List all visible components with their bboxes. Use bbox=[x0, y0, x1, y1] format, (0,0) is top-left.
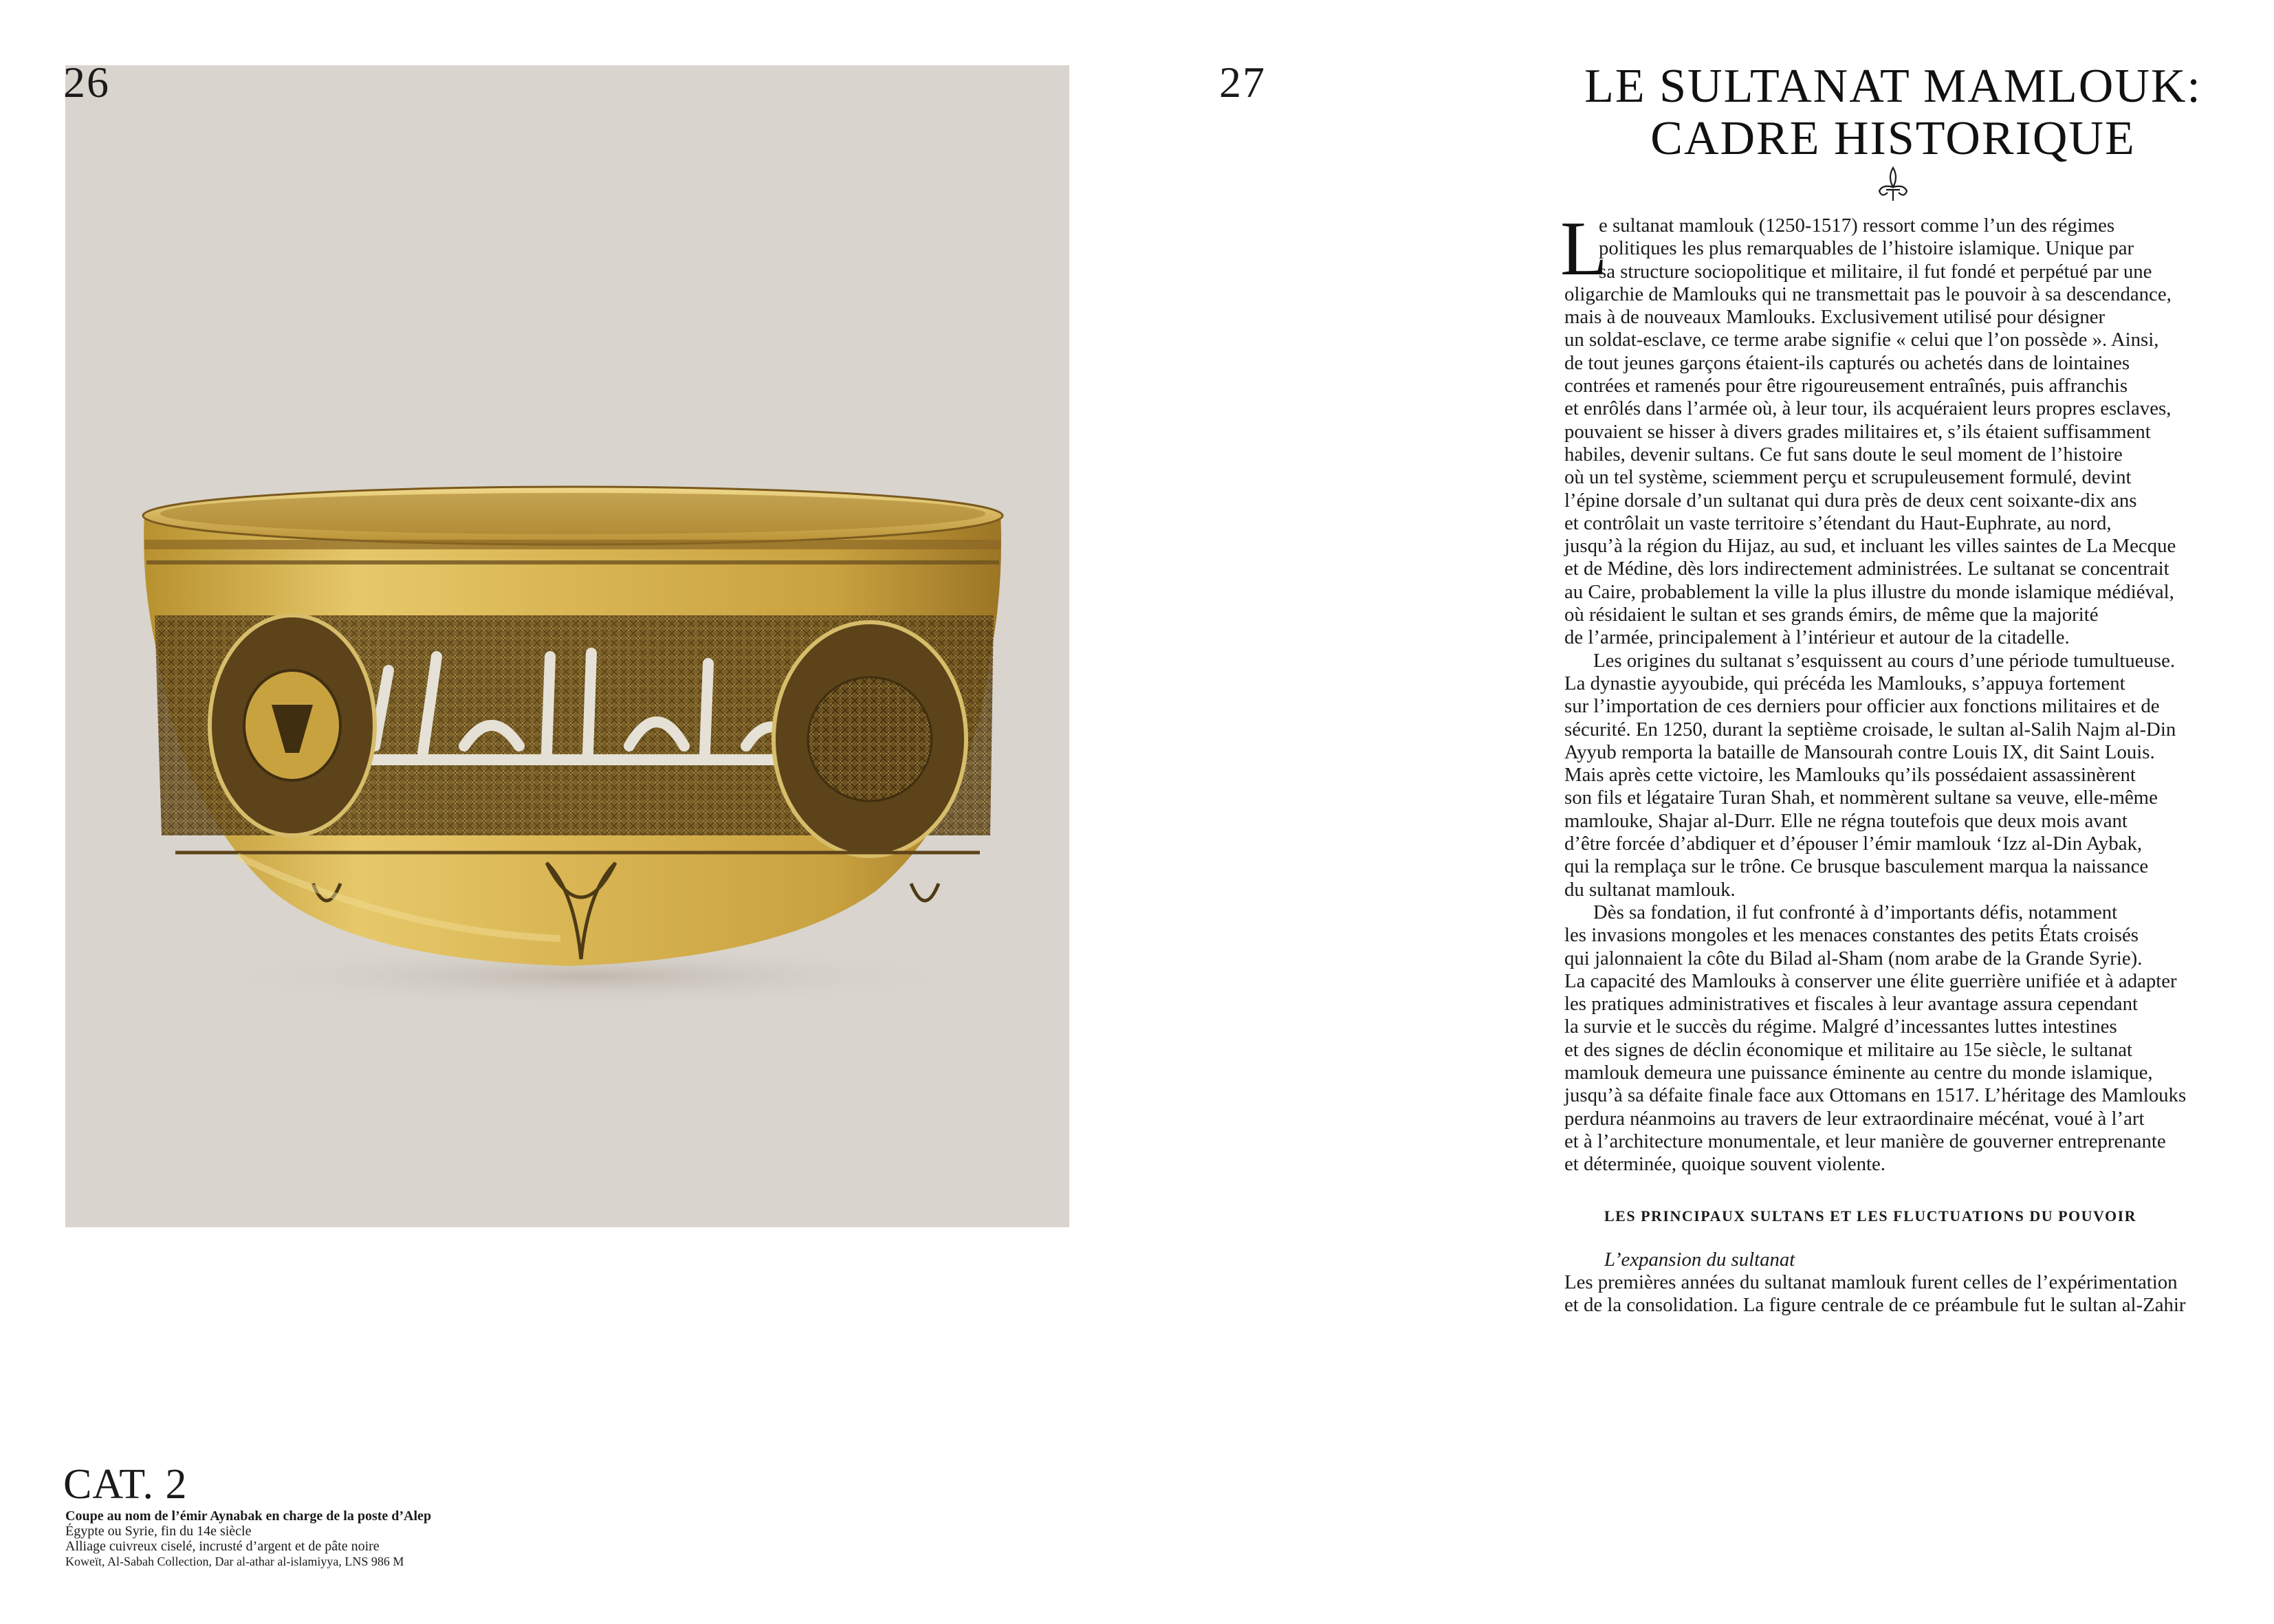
fleur-de-lis-icon bbox=[1872, 164, 1914, 205]
tail-paragraph bbox=[1564, 1271, 2252, 1317]
text-line: un soldat-esclave, ce terme arabe signifie « celui que l’on possède ». Ainsi, bbox=[1564, 329, 2159, 351]
text-line: mamlouke, Shajar al-Durr. Elle ne régna toutefois que deux mois avant bbox=[1564, 809, 2128, 832]
chapter-title-line2: CADRE HISTORIQUE bbox=[1650, 112, 2136, 165]
text-line: e sultanat mamlouk (1250-1517) ressort comme l’un des régimes bbox=[1599, 215, 2115, 237]
text-line: l’épine dorsale d’un sultanat qui dura près de deux cent soixante-dix ans bbox=[1564, 489, 2137, 512]
text-line: les invasions mongoles et les menaces constantes des petits États croisés bbox=[1564, 924, 2139, 947]
text-line: Ayyub remporta la bataille de Mansourah contre Louis IX, dit Saint Louis. bbox=[1564, 740, 2155, 763]
text-line: les pratiques administratives et fiscales à leur avantage assura cependant bbox=[1564, 993, 2138, 1016]
text-line: et déterminée, quoique souvent violente. bbox=[1564, 1153, 1886, 1176]
text-line: au Caire, probablement la ville la plus illustre du monde islamique médiéval, bbox=[1564, 580, 2174, 603]
text-line: son fils et légataire Turan Shah, et nommèrent sultane sa veuve, elle-même bbox=[1564, 787, 2158, 809]
text-line: politiques les plus remarquables de l’histoire islamique. Unique par bbox=[1599, 237, 2134, 260]
right-page bbox=[1137, 0, 2273, 1624]
text-line: Mais après cette victoire, les Mamlouks qu’ils possédaient assassinèrent bbox=[1564, 764, 2136, 787]
text-line: oligarchie de Mamlouks qui ne transmettait pas le pouvoir à sa descendance, bbox=[1564, 283, 2172, 305]
body-text bbox=[1560, 206, 2274, 1176]
subheading: L’expansion du sultanat bbox=[1604, 1249, 1795, 1271]
text-line: pouvaient se hisser à divers grades militaires et, s’ils étaient suffisamment bbox=[1564, 420, 2151, 443]
text-line: contrées et ramenés pour être rigoureusement entraînés, puis affranchis bbox=[1564, 375, 2128, 397]
text-line: mais à de nouveaux Mamlouks. Exclusivement utilisé pour désigner bbox=[1564, 306, 2106, 329]
text-line: sur l’importation de ces derniers pour officier aux fonctions militaires et de bbox=[1564, 695, 2160, 718]
text-line: habiles, devenir sultans. Ce fut sans doute le seul moment de l’histoire bbox=[1564, 443, 2123, 465]
text-line: où résidaient le sultan et ses grands émirs, de même que la majorité bbox=[1564, 604, 2099, 626]
text-line: jusqu’à la région du Hijaz, au sud, et incluant les villes saintes de La Mecque bbox=[1564, 535, 2176, 558]
text-line: et de Médine, dès lors indirectement administrées. Le sultanat se concentrait bbox=[1564, 558, 2169, 580]
text-line: et de la consolidation. La figure centrale de ce préambule fut le sultan al-Zahir bbox=[1564, 1294, 2186, 1317]
page-number-left: 26 bbox=[63, 58, 110, 107]
paragraph-1 bbox=[1564, 215, 2274, 650]
text-line: qui jalonnaient la côte du Bilad al-Sham (nom arabe de la Grande Syrie). bbox=[1564, 947, 2143, 969]
caption-title: Coupe au nom de l’émir Aynabak en charge de la poste d’Alep bbox=[65, 1508, 432, 1524]
text-line: et contrôlait un vaste territoire s’étendant du Haut-Euphrate, au nord, bbox=[1564, 512, 2112, 534]
caption-material: Alliage cuivreux ciselé, incrusté d’argent et de pâte noire bbox=[65, 1539, 380, 1554]
text-line: et des signes de déclin économique et militaire au 15e siècle, le sultanat bbox=[1564, 1038, 2133, 1061]
text-line: sa structure sociopolitique et militaire, il fut fondé et perpétué par une bbox=[1599, 260, 2152, 283]
text-line: de tout jeunes garçons étaient-ils capturés ou achetés dans de lointaines bbox=[1564, 351, 2130, 374]
text-line: Dès sa fondation, il fut confronté à d’importants défis, notamment bbox=[1593, 901, 2118, 923]
text-line: et enrôlés dans l’armée où, à leur tour, ils acquéraient leurs propres esclaves, bbox=[1564, 397, 2172, 420]
text-line: mamlouk demeura une puissance éminente au centre du monde islamique, bbox=[1564, 1061, 2153, 1084]
text-line: où un tel système, sciemment perçu et scrupuleusement formulé, devint bbox=[1564, 466, 2132, 489]
text-line: du sultanat mamlouk. bbox=[1564, 878, 1736, 901]
page-number-right: 27 bbox=[1219, 58, 1266, 107]
text-line: La capacité des Mamlouks à conserver une élite guerrière unifiée et à adapter bbox=[1564, 969, 2177, 992]
caption-collection: Koweït, Al-Sabah Collection, Dar al-athar al-islamiyya, LNS 986 M bbox=[65, 1555, 404, 1568]
text-line: Les premières années du sultanat mamlouk furent celles de l’expérimentation bbox=[1564, 1271, 2178, 1293]
artifact-photo-panel bbox=[65, 65, 1069, 1227]
text-line: la survie et le succès du régime. Malgré d’incessantes luttes intestines bbox=[1564, 1016, 2117, 1038]
artifact-caption bbox=[65, 1508, 431, 1569]
caption-origin: Égypte ou Syrie, fin du 14e siècle bbox=[65, 1524, 252, 1539]
text-line: Les origines du sultanat s’esquissent au cours d’une période tumultueuse. bbox=[1593, 649, 2176, 672]
text-line: qui la remplaça sur le trône. Ce brusque basculement marqua la naissance bbox=[1564, 855, 2149, 878]
brass-bowl-image bbox=[65, 65, 1069, 1227]
chapter-title-line1: LE SULTANAT MAMLOUK: bbox=[1584, 60, 2202, 113]
paragraph-3 bbox=[1564, 901, 2274, 1176]
text-line: de l’armée, principalement à l’intérieur et autour de la citadelle. bbox=[1564, 626, 2070, 649]
paragraph-2 bbox=[1564, 650, 2274, 901]
text-line: d’être forcée d’abdiquer et d’épouser l’émir mamlouk ‘Izz al-Din Aybak, bbox=[1564, 833, 2143, 855]
text-line: perdura néanmoins au travers de leur extraordinaire mécénat, voué à l’art bbox=[1564, 1107, 2145, 1130]
text-line: jusqu’à sa défaite finale face aux Ottomans en 1517. L’héritage des Mamlouks bbox=[1564, 1084, 2187, 1107]
catalogue-label: CAT. 2 bbox=[63, 1461, 188, 1508]
chapter-title bbox=[1549, 61, 2237, 165]
text-line: et à l’architecture monumentale, et leur manière de gouverner entreprenante bbox=[1564, 1130, 2166, 1152]
text-line: sécurité. En 1250, durant la septième croisade, le sultan al-Salih Najm al-Din bbox=[1564, 718, 2176, 740]
drop-cap: L bbox=[1560, 206, 1608, 292]
text-line: La dynastie ayyoubide, qui précéda les Mamlouks, s’appuya fortement bbox=[1564, 672, 2125, 694]
section-heading: LES PRINCIPAUX SULTANS ET LES FLUCTUATIONS DU POUVOIR bbox=[1604, 1207, 2137, 1225]
